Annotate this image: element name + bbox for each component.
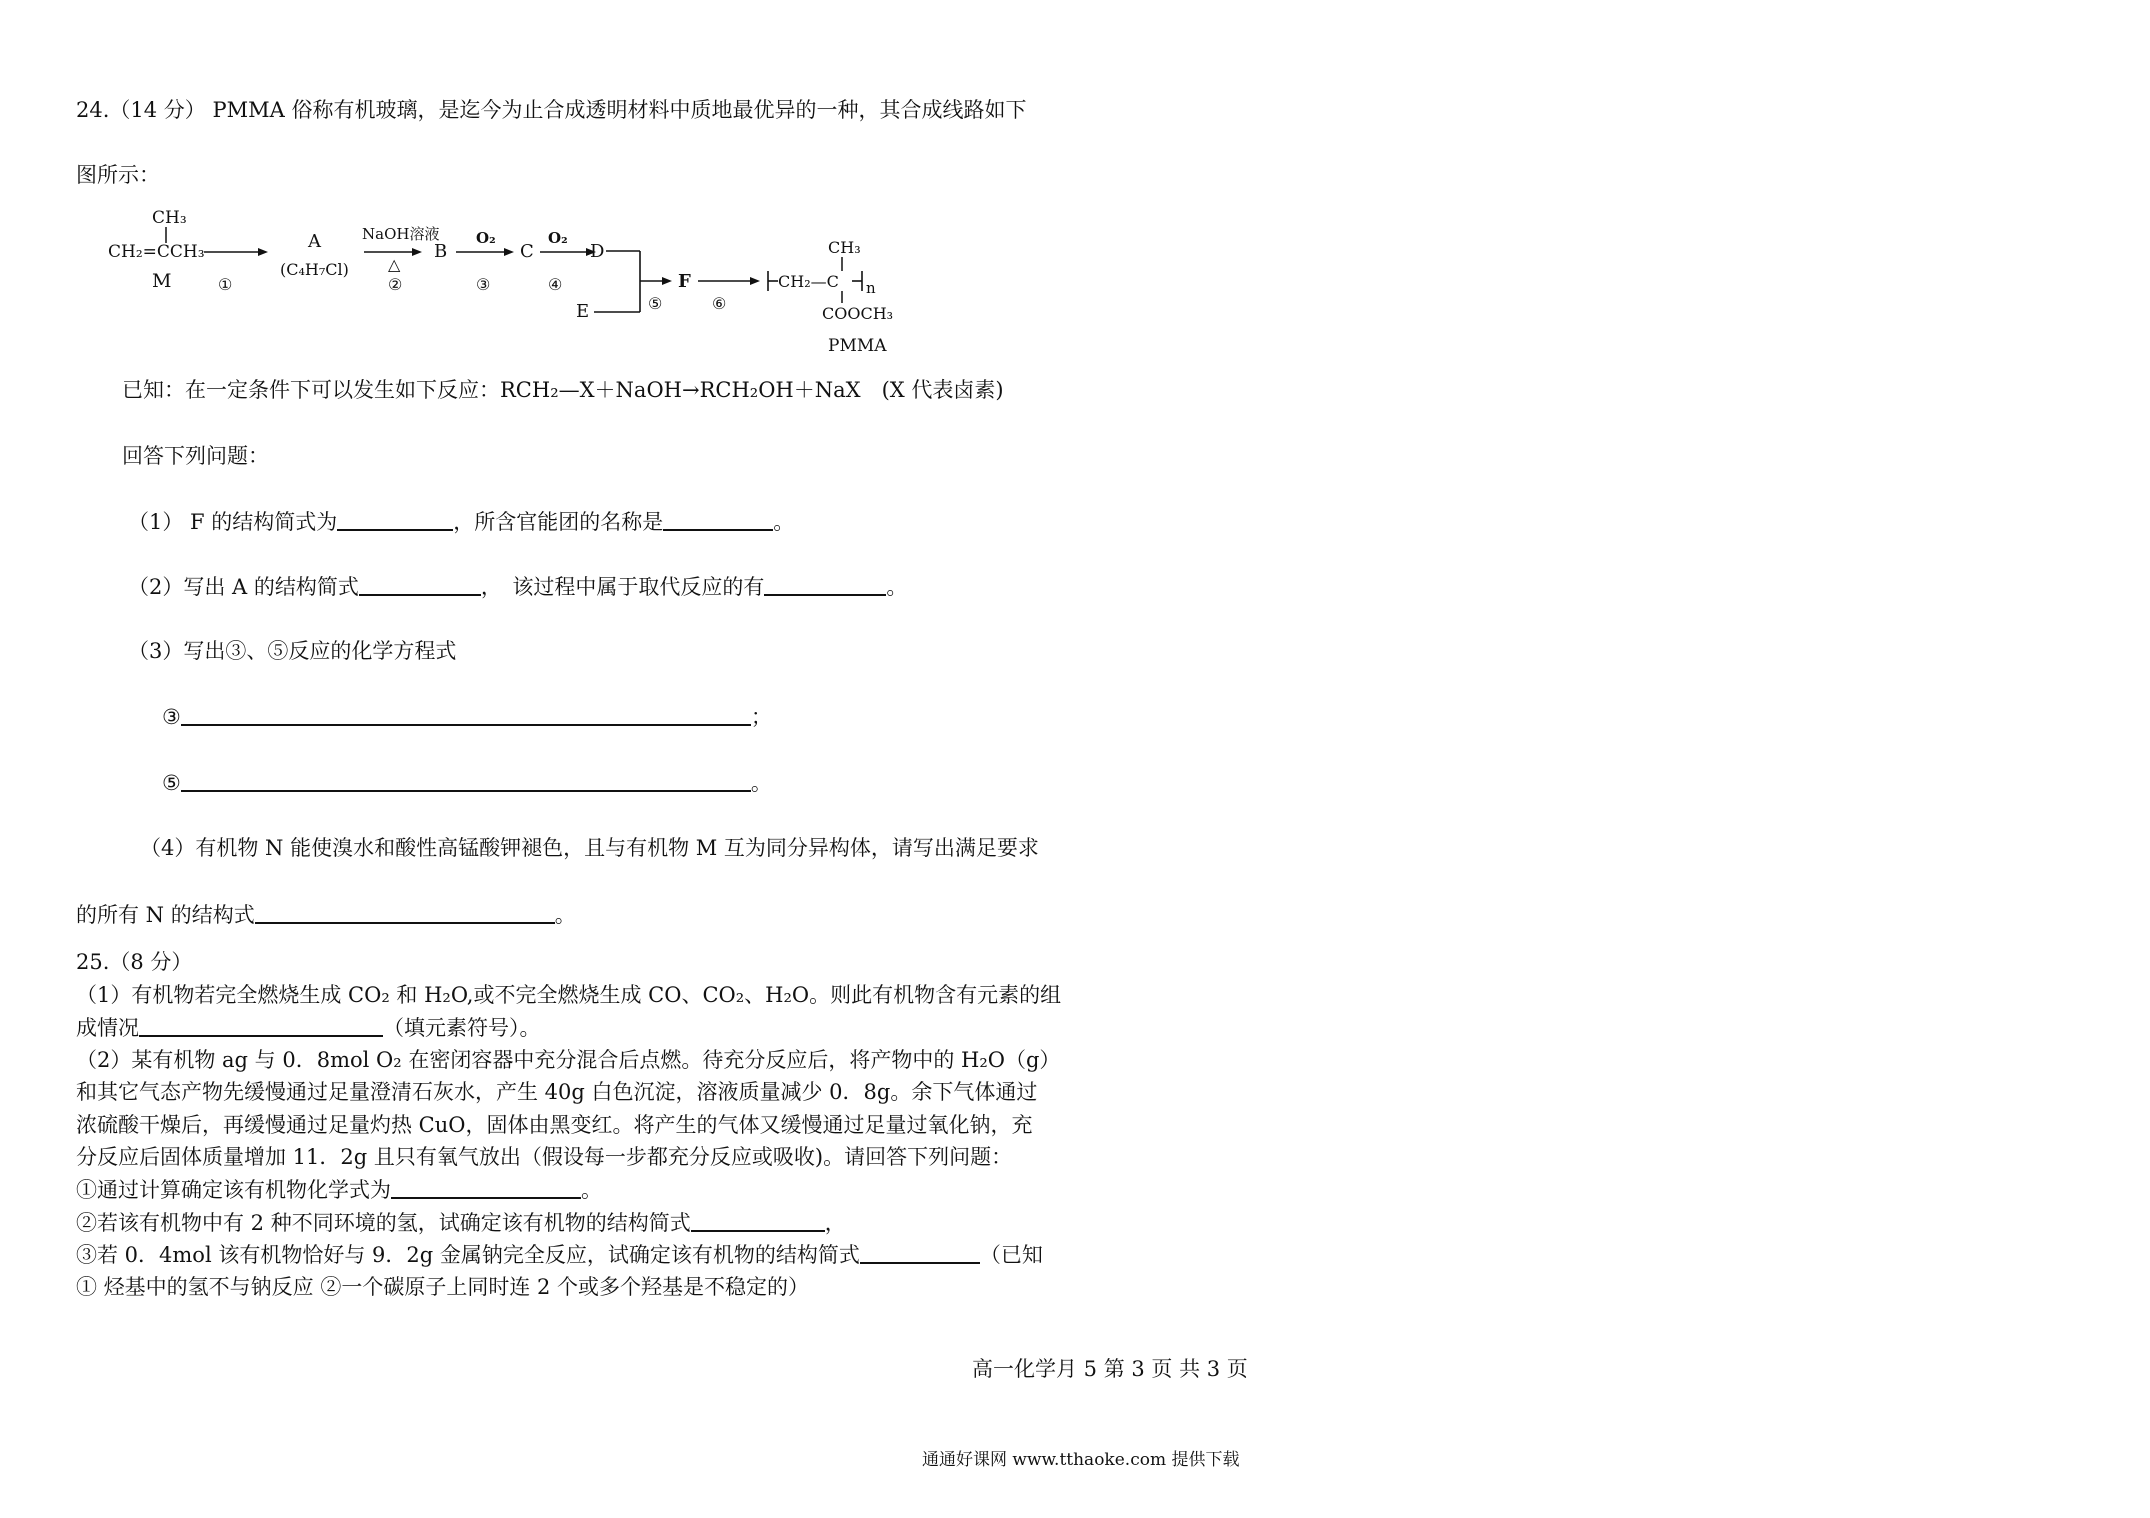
- e-label: E: [576, 301, 590, 322]
- q25-part2-line-1: （2）某有机物 ag 与 0．8mol O₂ 在密闭容器中充分混合后点燃。待充分反应后，将产物中的 H₂O（g）: [76, 1048, 1061, 1072]
- delta-label: △: [388, 255, 401, 274]
- answer-blank-f-structure[interactable]: [337, 509, 453, 531]
- q24-part1-text-c: 。: [773, 510, 795, 534]
- known-reaction: 已知：在一定条件下可以发生如下反应：RCH₂—X＋NaOH→RCH₂OH＋NaX (X 代表卤素): [122, 378, 1004, 402]
- answer-blank-substitution[interactable]: [764, 574, 886, 596]
- q25-sub3-text-b: （已知: [979, 1243, 1043, 1267]
- pmma-label: PMMA: [828, 336, 887, 356]
- q25-part2-line-3: 浓硫酸干燥后，再缓慢通过足量灼热 CuO，固体由黑变红。将产生的气体又缓慢通过足量过氧化钠，充: [76, 1113, 1033, 1137]
- step-5: ⑤: [648, 294, 663, 313]
- answer-blank-a-structure[interactable]: [359, 574, 481, 596]
- q25-sub3: [76, 1242, 1043, 1267]
- q24-part2-text-b: ， 该过程中属于取代反应的有: [480, 575, 765, 599]
- q25-sub3-text-a: ③若 0．4mol 该有机物恰好与 9．2g 金属钠完全反应，试确定该有机物的结构简式: [76, 1243, 860, 1267]
- equation-3-line: [162, 704, 772, 729]
- pmma-chain: CH₂—C: [778, 272, 839, 291]
- a-formula: (C₄H₇Cl): [280, 260, 349, 279]
- q25-part1: （1）有机物若完全燃烧生成 CO₂ 和 H₂O,或不完全燃烧生成 CO、CO₂、H₂O。则此有机物含有元素的组: [76, 983, 1062, 1007]
- c-label: C: [520, 241, 534, 262]
- q24-part4-cont: [76, 902, 576, 927]
- q25-sub1: [76, 1177, 602, 1202]
- q25-part1-text-b: 成情况: [76, 1016, 139, 1040]
- answer-blank-structure-2[interactable]: [691, 1210, 825, 1232]
- naoh-label: NaOH溶液: [362, 225, 440, 243]
- q24-part1-text-a: （1） F 的结构简式为: [128, 510, 338, 534]
- o2-label-2: O₂: [548, 229, 568, 247]
- q25-sub2-text-a: ②若该有机物中有 2 种不同环境的氢，试确定该有机物的结构简式: [76, 1211, 691, 1235]
- pmma-ester: COOCH₃: [822, 304, 894, 323]
- answer-prompt: 回答下列问题：: [122, 444, 269, 468]
- q25-part1-text-c: （填元素符号）。: [383, 1016, 541, 1040]
- q25-sub1-text-b: 。: [581, 1178, 602, 1202]
- b-label: B: [434, 241, 448, 262]
- q24-part2: [128, 574, 907, 599]
- o2-label-1: O₂: [476, 229, 496, 247]
- equation-5-end: 。: [750, 771, 772, 795]
- m-label: M: [152, 270, 172, 292]
- step-6: ⑥: [712, 294, 727, 313]
- answer-blank-n-structures[interactable]: [255, 902, 555, 924]
- q24-part4-text-b: 的所有 N 的结构式: [76, 903, 255, 927]
- q25-sub1-text-a: ①通过计算确定该有机物化学式为: [76, 1178, 391, 1202]
- q24-part2-text-a: （2）写出 A 的结构简式: [128, 575, 359, 599]
- d-label: D: [590, 241, 605, 262]
- q24-part4-text-c: 。: [554, 903, 576, 927]
- synthesis-scheme: [100, 205, 1060, 365]
- pmma-ch3: CH₃: [828, 238, 861, 257]
- answer-blank-structure-3[interactable]: [860, 1242, 980, 1264]
- m-ch3: CH₃: [152, 208, 187, 228]
- q25-part1-cont: [76, 1015, 541, 1040]
- answer-blank-equation-5[interactable]: [181, 770, 751, 792]
- q25-sub3-note: ① 烃基中的氢不与钠反应 ②一个碳原子上同时连 2 个或多个羟基是不稳定的）: [76, 1275, 810, 1299]
- pmma-n: n: [866, 279, 876, 297]
- q24-title: 24.（14 分） PMMA 俗称有机玻璃，是迄今为止合成透明材料中质地最优异的一种，其合成线路如下: [76, 98, 1027, 122]
- step-3: ③: [476, 275, 491, 294]
- q25-title: 25.（8 分）: [76, 950, 193, 974]
- q25-sub2-text-b: ，: [824, 1211, 846, 1235]
- equation-3-end: ；: [750, 705, 772, 729]
- q25-part2-line-4: 分反应后固体质量增加 11．2g 且只有氧气放出（假设每一步都充分反应或吸收)。请回答下列问题：: [76, 1145, 1013, 1169]
- step-2: ②: [388, 275, 403, 294]
- step-4: ④: [548, 275, 563, 294]
- q24-part2-text-c: 。: [886, 575, 908, 599]
- step-1: ①: [218, 275, 233, 294]
- q25-sub2: [76, 1210, 846, 1235]
- q24-part4: （4）有机物 N 能使溴水和酸性高锰酸钾褪色，且与有机物 M 互为同分异构体，请写出满足要求: [140, 836, 1039, 860]
- page-footer: 高一化学月 5 第 3 页 共 3 页: [972, 1357, 1248, 1381]
- equation-5-line: [162, 770, 772, 795]
- answer-blank-equation-3[interactable]: [181, 704, 751, 726]
- answer-blank-functional-group[interactable]: [663, 509, 773, 531]
- q24-part3: （3）写出③、⑤反应的化学方程式: [128, 639, 457, 663]
- q24-title-cont: 图所示：: [76, 163, 160, 187]
- source-footer: 通通好课网 www.tthaoke.com 提供下载: [922, 1450, 1240, 1470]
- equation-3-label: ③: [162, 705, 181, 729]
- answer-blank-elements[interactable]: [139, 1015, 383, 1037]
- f-label: F: [678, 271, 691, 292]
- m-formula: CH₂=CCH₃: [108, 242, 205, 262]
- q24-part1-text-b: ，所含官能团的名称是: [453, 510, 664, 534]
- a-label: A: [308, 231, 321, 252]
- equation-5-label: ⑤: [162, 771, 181, 795]
- q24-part1: [128, 509, 794, 534]
- q25-part2-line-2: 和其它气态产物先缓慢通过足量澄清石灰水，产生 40g 白色沉淀，溶液质量减少 0．8g。余下气体通过: [76, 1080, 1038, 1104]
- answer-blank-formula[interactable]: [391, 1177, 581, 1199]
